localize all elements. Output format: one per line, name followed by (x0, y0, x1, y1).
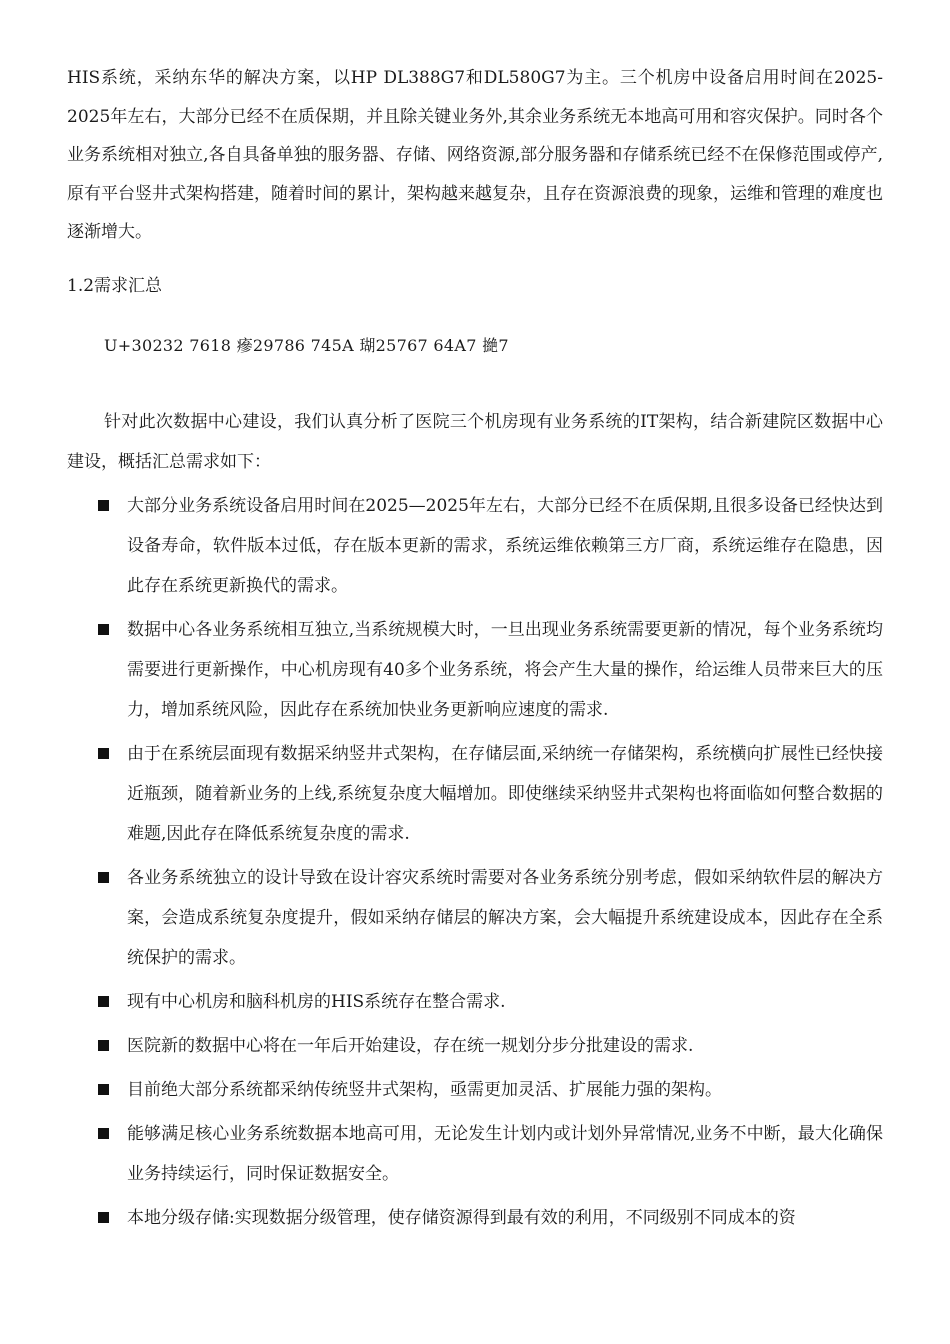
square-bullet-icon (98, 748, 109, 759)
document-page (67, 59, 883, 1242)
intro-paragraph: 针对此次数据中心建设，我们认真分析了医院三个机房现有业务系统的IT架构，结合新建院区数据中心建设，概括汇总需求如下： (67, 411, 883, 472)
list-item-text: 现有中心机房和脑科机房的HIS系统存在整合需求. (127, 991, 506, 1012)
code-points-line: U+30232 7618 瘮29786 745A 瑚25767 64A7 撧7 (104, 335, 509, 355)
list-item (67, 1198, 883, 1238)
list-item-text: 数据中心各业务系统相互独立,当系统规模大时，一旦出现业务系统需要更新的情况，每个业务系统均需要进行更新操作，中心机房现有40多个业务系统，将会产生大量的操作，给运维人员带来巨大的压力，增加系统风险，因此存在系统加快业务更新响应速度的需求. (127, 619, 883, 720)
opening-paragraph: HIS系统，采纳东华的解决方案，以HP DL388G7和DL580G7为主。三个机房中设备启用时间在2025-2025年左右，大部分已经不在质保期，并且除关键业务外,其余业务系统无本地高可用和容灾保护。同时各个业务系统相对独立,各自具备单独的服务器、存储、网络资源,部分服务器和存储系统已经不在保修范围或停产,原有平台竖井式架构搭建，随着时间的累计，架构越来越复杂，且存在资源浪费的现象，运维和管理的难度也逐渐增大。 (67, 68, 883, 242)
list-item-text: 本地分级存储:实现数据分级管理，使存储资源得到最有效的利用，不同级别不同成本的资 (127, 1207, 796, 1228)
list-item (67, 1026, 883, 1066)
list-item-text: 能够满足核心业务系统数据本地高可用，无论发生计划内或计划外异常情况,业务不中断，最大化确保业务持续运行，同时保证数据安全。 (127, 1123, 883, 1184)
square-bullet-icon (98, 1128, 109, 1139)
list-item (67, 1070, 883, 1110)
square-bullet-icon (98, 1040, 109, 1051)
list-item (67, 1114, 883, 1194)
list-item-text: 大部分业务系统设备启用时间在2025—2025年左右，大部分已经不在质保期,且很多设备已经快达到设备寿命，软件版本过低，存在版本更新的需求，系统运维依赖第三方厂商，系统运维存在隐患，因此存在系统更新换代的需求。 (127, 495, 883, 596)
square-bullet-icon (98, 1212, 109, 1223)
list-item-text: 各业务系统独立的设计导致在设计容灾系统时需要对各业务系统分别考虑，假如采纳软件层的解决方案，会造成系统复杂度提升，假如采纳存储层的解决方案，会大幅提升系统建设成本，因此存在全系统保护的需求。 (127, 867, 883, 968)
list-item-text: 目前绝大部分系统都采纳传统竖井式架构，亟需更加灵活、扩展能力强的架构。 (127, 1079, 722, 1100)
list-item (67, 734, 883, 854)
list-item-text: 医院新的数据中心将在一年后开始建设，存在统一规划分步分批建设的需求. (127, 1035, 694, 1056)
square-bullet-icon (98, 1084, 109, 1095)
list-item (67, 486, 883, 606)
square-bullet-icon (98, 872, 109, 883)
list-item (67, 982, 883, 1022)
list-item (67, 610, 883, 730)
section-heading: 1.2需求汇总 (67, 275, 163, 296)
list-item (67, 858, 883, 978)
square-bullet-icon (98, 624, 109, 635)
square-bullet-icon (98, 500, 109, 511)
requirements-list (67, 486, 883, 1238)
list-item-text: 由于在系统层面现有数据采纳竖井式架构，在存储层面,采纳统一存储架构，系统横向扩展性已经快接近瓶颈，随着新业务的上线,系统复杂度大幅增加。即使继续采纳竖井式架构也将面临如何整合数据的难题,因此存在降低系统复杂度的需求. (127, 743, 883, 844)
square-bullet-icon (98, 996, 109, 1007)
